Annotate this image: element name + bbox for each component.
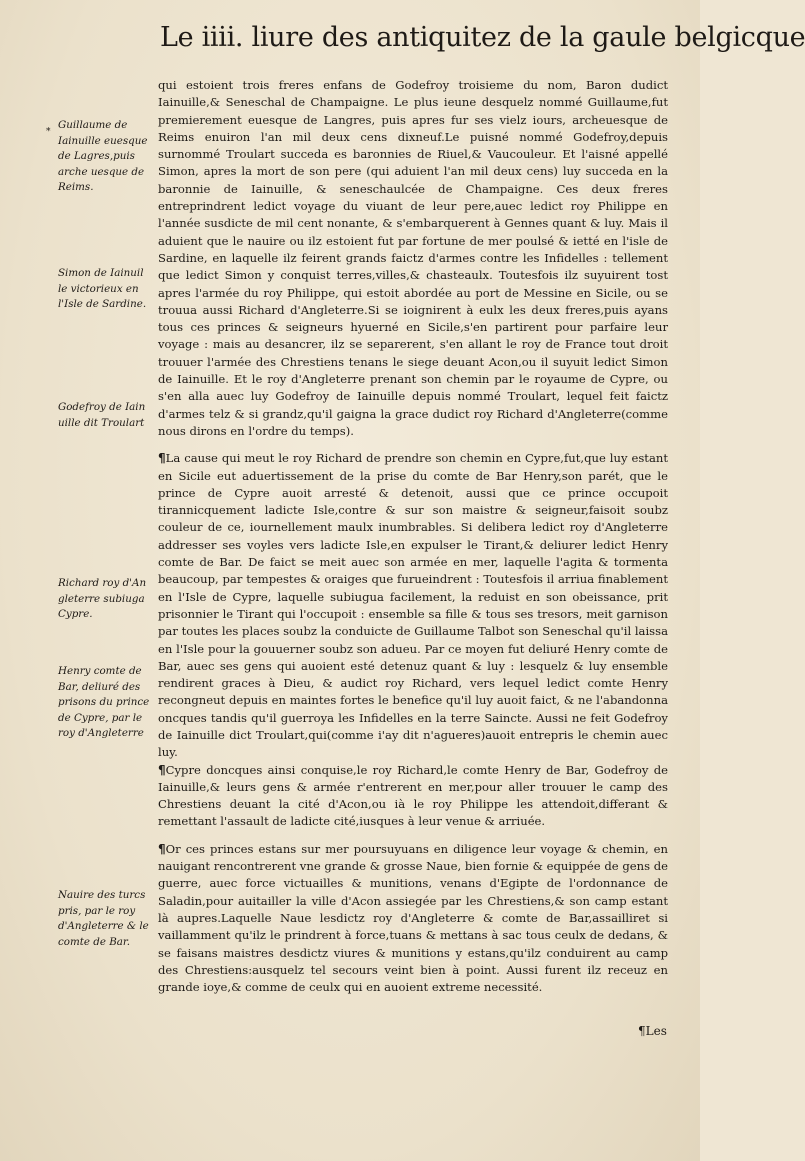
running-title: Le iiii. liure des antiquitez de la gaule belgicque [160,22,805,53]
margin-note: Simon de Iainuil le victorieux en l'Isle de Sardine. [58,267,147,310]
main-text [158,77,668,996]
asterisk-mark: * [46,127,51,137]
paragraph: ¶Or ces princes estans sur mer poursuyuans en diligence leur voyage & chemin, en nauigant rencontrerent vne grande & grosse Naue, bien fornie & equippée de gens de guerre, auec force victuailles & munitions, venans d'Egipte de l'ordonnance de Saladin,pour auitailler la ville d'Acon assiegée par les Chrestiens,& son camp estant là aupres.Laquelle Naue lesdictz roy d'Angleterre & comte de Bar,assailliret si vaillamment qu'ilz le prindrent à force,tuans & mettans à sac tous ceulx de dedans, & se faisans maistres desdictz viures & munitions y estans,qu'ilz conduirent au camp des Chrestiens:ausquelz tel secours veint bien à point. Aussi furent ilz receuz en grande ioye,& comme de ceulx qui en auoient extreme necessité. [158,841,668,995]
margin-note: Nauire des turcs pris, par le roy d'Angleterre & le comte de Bar. [58,889,149,948]
paragraph: qui estoient trois freres enfans de Godefroy troisieme du nom, Baron dudict Iainuille,& Seneschal de Champaigne. Le plus ieune desquelz nommé Guillaume,fut premierement euesque de Langres, puis apres fur ses vielz iours, archeuesque de Reims enuiron l'an mil deux cens dixneuf.Le puisné nommé Godefroy,depuis surnommé Troulart succeda es baronnies de Riuel,& Vaucouleur. Et l'aisné appellé Simon, apres la mort de son pere (qui aduient l'an mil deux cens) luy succeda en la baronnie de Iainuille, & seneschaulcée de Champaigne. Ces deux freres entreprindrent ledict voyage du viuant de leur pere,auec ledict roy Philippe en l'année susdicte de mil cent nonante, & s'embarquerent à Gennes quant & luy. Mais il aduient que le nauire ou ilz estoient fut par fortune de mer poulsé & ietté en l'isle de Sardine, en laquelle ilz feirent grands faictz d'armes contre les Infidelles : tellement que ledict Simon y conquist terres,villes,& chasteaulx. Toutesfois ilz suyuirent tost apres l'armée du roy Philippe, qui estoit abordée au port de Messine en Sicile, ou se trouua aussi Richard d'Angleterre.Si se ioignirent à eulx les deux freres,puis ayans tous ces princes & seigneurs hyuerné en Sicile,s'en partirent pour parfaire leur voyage : mais au desancrer, ilz se separerent, s'en allant le roy de France tout droit trouuer l'armée des Chrestiens tenans le siege deuant Acon,ou il suyuit ledict Simon de Iainuille. Et le roy d'Angleterre prenant son chemin par le royaume de Cypre, ou s'en alla auec luy Godefroy de Iainuille depuis nommé Troulart, lequel feit faictz d'armes telz & si grandz,qu'il gaigna la grace dudict roy Richard d'Angleterre(comme nous dirons en l'ordre du temps). [158,78,668,438]
catchword: ¶Les [638,1024,667,1038]
margin-note: Henry comte de Bar, deliuré des prisons du prince de Cypre, par le roy d'Angleterre [58,665,150,739]
margin-note: Godefroy de Iain uille dit Troulart [58,401,146,429]
pilcrow: ¶ [158,762,166,777]
paragraph: ¶Cypre doncques ainsi conquise,le roy Richard,le comte Henry de Bar, Godefroy de Iainuille,& leurs gens & armée r'entrerent en mer,pour aller trouuer le camp des Chrestiens deuant la cité d'Acon,ou ià le roy Philippe les attendoit,differant & remettant l'assault de ladicte cité,iusques à leur venue & arriuée. [158,762,668,829]
pilcrow: ¶ [158,841,166,856]
margin-note: Guillaume de Iainuille euesque de Lagres,puis arche uesque de Reims. [58,119,148,193]
margin-note: Richard roy d'An gleterre subiuga Cypre. [58,577,147,620]
paragraph: ¶La cause qui meut le roy Richard de prendre son chemin en Cypre,fut,que luy estant en Sicile eut aduertissement de la prise du comte de Bar Henry,son parét, que le prince de Cypre auoit arresté & detenoit, aussi que ce prince occupoit tirannicquement ladicte Isle,contre & sur son maistre & seigneur,faisoit soubz couleur de ce, iournellement maulx inumbrables. Si delibera ledict roy d'Angleterre addresser ses voyles vers ladicte Isle,en expulser le Tirant,& deliurer ledict Henry comte de Bar. De faict se meit auec son armée en mer, laquelle l'agita & tormenta beaucoup, par tempestes & oraiges que furueindrent : Toutesfois il arriua finablement en l'Isle de Cypre, laquelle subiugua facilement, la reduist en son obeissance, prit prisonnier le Tirant qui l'occupoit : ensemble sa fille & tous ses tresors, meit garnison par toutes les places soubz la conduicte de Guillaume Talbot son Seneschal qu'il laissa en l'Isle pour la gouuerner soubz son adueu. Par ce moyen fut deliuré Henry comte de Bar, auec ses gens qui auoient esté detenuz quant & luy : lesquelz & luy ensemble rendirent graces à Dieu, & audict roy Richard, vers lequel ledict comte Henry recongneut depuis en maintes fortes le benefice qu'il luy auoit faict, & ne l'abandonna oncques tandis qu'il guerroya les Infidelles en la terre Saincte. Aussi ne feit Godefroy de Iainuille dict Troulart,qui(comme i'ay dit n'agueres)auoit entrepris le chemin auec luy. [158,451,668,760]
pilcrow: ¶ [158,451,166,466]
